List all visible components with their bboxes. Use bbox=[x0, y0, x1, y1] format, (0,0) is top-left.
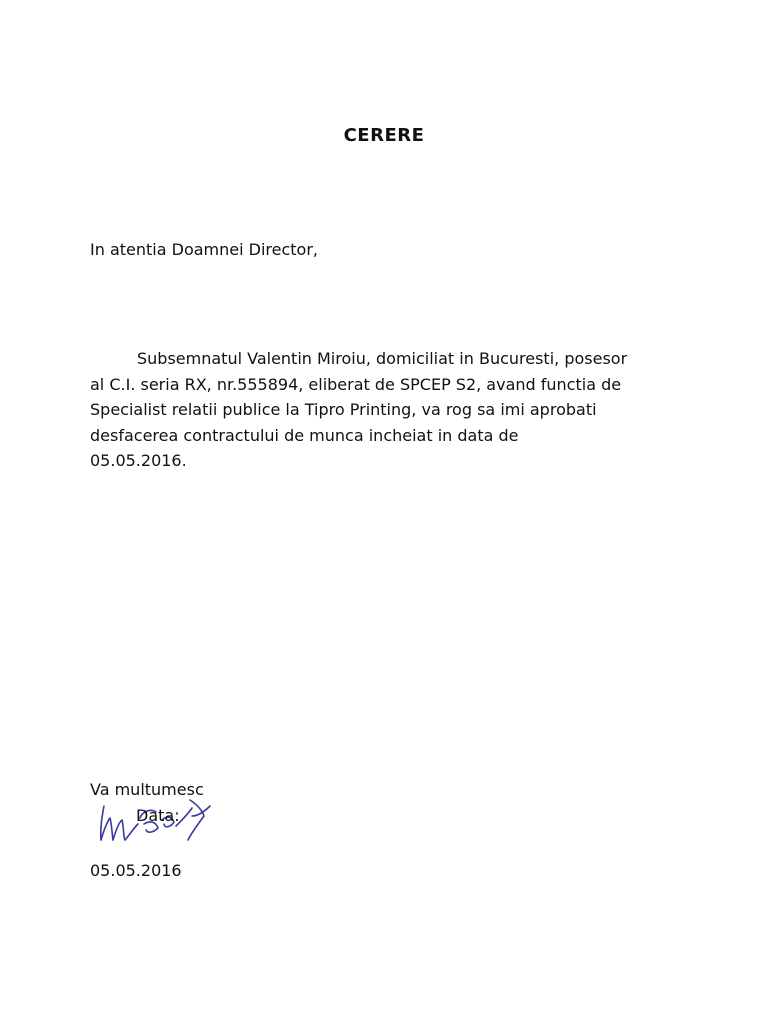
body-line: Subsemnatul Valentin Miroiu, domiciliat in Bucuresti, posesor bbox=[137, 349, 628, 368]
document-title: CERERE bbox=[343, 125, 425, 146]
salutation: In atentia Doamnei Director, bbox=[90, 240, 318, 259]
body-line: 05.05.2016. bbox=[90, 451, 187, 470]
closing-thanks: Va multumesc bbox=[90, 780, 204, 799]
request-body bbox=[90, 346, 690, 474]
body-line: al C.I. seria RX, nr.555894, eliberat de SPCEP S2, avand functia de bbox=[90, 374, 622, 394]
body-line: Specialist relatii publice la Tipro Printing, va rog sa imi aprobati bbox=[90, 400, 597, 419]
date-label: Data: bbox=[136, 806, 180, 825]
body-line: desfacerea contractului de munca incheiat in data de bbox=[90, 425, 519, 445]
date-value: 05.05.2016 bbox=[90, 861, 182, 880]
